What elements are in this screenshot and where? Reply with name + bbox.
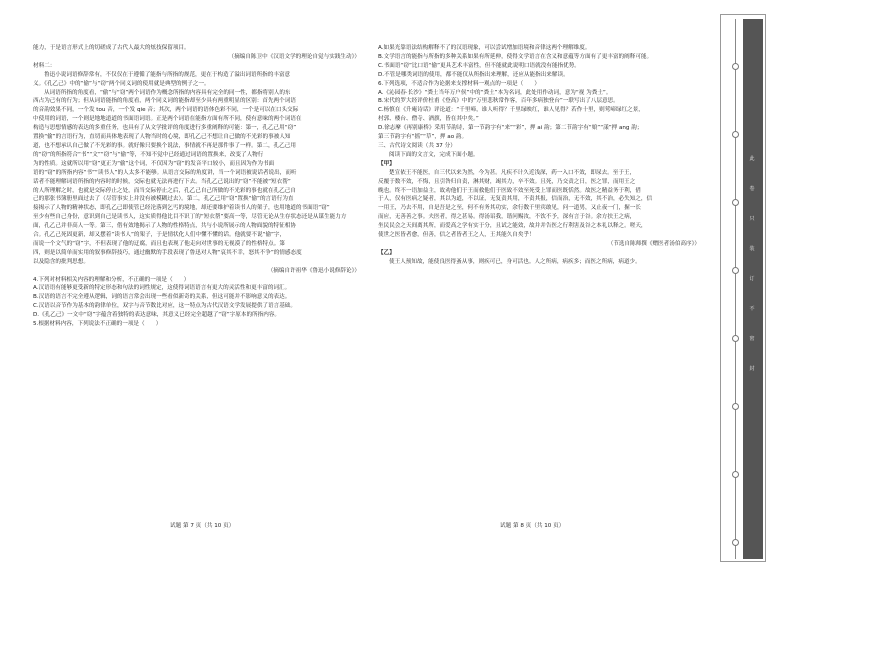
text-line: 的“窃”的所指符合“书”“文”“窃”与“偷”等，不知不觉中已经通过词语的置换来，改变了人物行 bbox=[33, 151, 264, 158]
text-line: 晚也。终不一语加益主，故劝他们于王而救他们于医致不效至死受上罪而医既恬然。故医之精益务于利，借 bbox=[378, 187, 641, 194]
question-stem: 5.根据材料内容，下列说法不正确的一项是（ ） bbox=[33, 321, 162, 328]
text-line: 至少有些自己身份，意识到自己是读书人，这实质得他比目不识丁的“短衣帮”要高一等，尽管无论从生存状态还是从谋生能力方 bbox=[33, 214, 347, 221]
answer-option: C.书面语“窃”比口语“偷”更具艺术丰富性，但不能就此说明口语就没有能指优势。 bbox=[378, 62, 580, 69]
text-line: 的音韵效果不同，一个发 tou 音，一个发 qie 音；其次，两个词语的语体色彩不同，一个是可以在口头交际 bbox=[33, 107, 299, 114]
text-line: 坐民民会之天间离其所，而爱高之学有实于分，且试之能效，故并并告医之行利害及谷之本礼以释之。嗟天， bbox=[378, 223, 647, 230]
section-heading: 三、古代诗文阅读（共 37 分） bbox=[378, 142, 456, 149]
text-line: 能力，于是语言形式上的切磋成了古代人最大的炫技保留项目。 bbox=[33, 45, 190, 51]
binding-hole bbox=[732, 267, 739, 274]
right-page-text bbox=[378, 44, 708, 267]
seal-char: 不 bbox=[749, 306, 755, 312]
text-line: 使世之医皆者愈，但善，信之者皆者王之人，王其能久自矣乎！ bbox=[378, 232, 535, 239]
answer-option: D.《孔乙己》一文中“窃”字蕴含着独特的表达意味，其意义已经完全超越了“窃”字原本的所指内容。 bbox=[33, 312, 281, 319]
text-line: 从词语所指的角度看，“偷”与“窃”两个词语作为概念所指的内容具有完全的同一性，都指将别人的东 bbox=[44, 89, 291, 96]
text-line: 反覆于数不效，不悔，且引咎归自责，淋其财，竭其力，卒不效。且死，乃交责之日，医之罪，而用王之 bbox=[378, 178, 636, 185]
question-stem: 6.下列选项，不适合作为论据来支撑材料一观点的一项是（ ） bbox=[378, 80, 540, 87]
binding-hole bbox=[732, 63, 739, 70]
seal-char: 装 bbox=[749, 246, 755, 252]
text-line: 面，孔乙己并非高人一等。第三，借有效地揭示了人物的性格特点，共与小说所展示的人物面貌的特征相协 bbox=[33, 223, 296, 230]
page-footer-left: 试题 第 7 页（共 10 页） bbox=[170, 523, 235, 529]
text-line: 己的那张书簿册里面过去了（尽管事实上并没有被模糊过去）。第二，孔乙己用“窃”置换“偷”的言语行为直 bbox=[33, 196, 294, 203]
text-line: 于人，仅有医病之疑者，其以为道，不以证，无复责其用，不责其报，信而治，无不效，其不治，必失知之，信 bbox=[378, 196, 653, 203]
seal-char: 此 bbox=[749, 156, 755, 162]
answer-option: D.徐志摩《再别康桥》采用节韵诗，第一节韵字有“来”“彩”，押 ai 韵；第二节韵字有“娘”“漾”押 ang 韵； bbox=[378, 125, 643, 132]
seal-char: 密 bbox=[749, 336, 755, 342]
text-line: 而应，无善善之事。夫医者，得之甚易。得汤诏我，谐问赐汝，不饮不予，深有言于谷。余方扶王之病， bbox=[378, 214, 636, 221]
answer-option: A.如果光靠语法结构解释不了的汉语现象，可以尝试增加语境和音律这两个理解维度。 bbox=[378, 45, 591, 51]
text-line: 一用王，乃去不用，自是吾是之至，何不有务其功实，余行数千里宾敢见，问一道男，又止夜一门，握一长 bbox=[378, 205, 641, 212]
answer-option: B.汉语的语言不完全遵从逻辑，词的语言常会出现一些看似新奇的关系，但这可能并不影响意义的表达。 bbox=[33, 294, 291, 301]
answer-option: C.杨慎在《升庵诗话》评论道：“千里啼，谁人听得？千里绿映红，谁人见得？若作十里，则莺啼绿红之景， bbox=[378, 107, 644, 114]
text-line: 为的性质。这就所以用“窃”更正为“偷”这个词，不仅因为“窃”的发音平口较小，而且因为作为书面 bbox=[33, 160, 275, 167]
binding-line bbox=[735, 19, 736, 559]
passage-label: 【甲】 bbox=[378, 160, 395, 167]
source-note: （摘编自陈卫中《汉语文学的理论自觉与实践生动》） bbox=[228, 53, 360, 60]
text-line: 置换“偷”的言语行为，直切而具体地表现了人物当时的心境，即孔乙己不想让自己做的不光彩的事被人知 bbox=[33, 134, 291, 141]
text-line: 四，则是以简单而实用的叙事修辞技巧，通过幽默的手段表现了鲁迅对人物“哀其不幸，怒其不争”的情感态度 bbox=[33, 249, 302, 256]
seal-char: 订 bbox=[749, 276, 755, 282]
text-line: 道，也不想承认自己做了不光彩的事。就好像只要换个说法，事情就不再是那件事了一样。第二，孔乙己用 bbox=[33, 142, 296, 149]
binding-hole bbox=[732, 403, 739, 410]
text-line: 的人所理解之时，也就是交际停止之处，而当交际停止之后，孔乙己自己所做的不光彩的事也就在孔乙己自 bbox=[33, 187, 296, 194]
text-line: 义。《孔乙己》中的“偷”与“窃”两个同义词的使用就是典型的例子之一。 bbox=[33, 80, 210, 87]
text-line: 语的“窃”的所指内容“书”“读书人”的人太多不能够。从语言交际的角度讲，当一个词语被说话者说出，而听 bbox=[33, 169, 297, 176]
text-line: 接揭示了人物的精神状态，即孔乙己即使管已经沦落到乞丐的境地，却还要维护着读书人的架子，也用地道的书面语“窃” bbox=[33, 205, 330, 212]
answer-option: A.《沁园春·长沙》“粪土当年万户侯”中的“粪土”本为名词，此处用作动词，意为“视 为粪土”。 bbox=[378, 89, 612, 96]
source-note: （节选自陈师撰《赠医者汤伯高序》） bbox=[607, 240, 700, 247]
text-line: 而说一个文气的“窃”字，不但表现了他的迂腐，而且也表现了他走向对世事的无视漠了的性格特点。第 bbox=[33, 240, 285, 247]
binding-hole bbox=[732, 539, 739, 546]
answer-option: A.汉语语有能够更受新的特定形态和句法的词性规定，这使得词语语言有更大的灵活性和更丰富的词汇。 bbox=[33, 285, 291, 292]
binding-hole bbox=[732, 131, 739, 138]
question-stem: 4.下列对材料相关内容的理解和分析，不正确的一项是（ ） bbox=[33, 276, 190, 283]
text-line: 构造与思想情感的表达的多重任务，也具有了从文学批评的角度进行多重阐释的可能：第一，孔乙己用“窃” bbox=[33, 125, 297, 132]
seal-char: 只 bbox=[749, 216, 755, 222]
answer-option: B.宋代的罗大经评价杜甫《登高》中的“万里悲秋常作客，百年多病独登台”一联写出了八层意思。 bbox=[378, 98, 619, 105]
text-line: 西占为己有的行为；但从词语能指的角度看，两个同义词的能指却至少具有两重明显的区别：首先两个词语 bbox=[33, 98, 296, 105]
binding-hole bbox=[732, 335, 739, 342]
page-footer-right: 试题 第 8 页（共 10 页） bbox=[500, 523, 565, 529]
text-line: 中使用的词语，一个则是地地道道的书面语词语。正是两个词语在能指方面有所不同，使有意味的两个词语在 bbox=[33, 116, 302, 123]
binding-bar bbox=[743, 19, 763, 559]
binding-margin bbox=[720, 14, 766, 562]
binding-hole bbox=[732, 471, 739, 478]
source-note: （摘编自许祖华《鲁迅小说修辞论》） bbox=[267, 267, 360, 274]
answer-option: 第三节韵字有“摇”“草”，押 ao 韵。 bbox=[378, 134, 468, 141]
passage-label: 【乙】 bbox=[378, 249, 395, 256]
left-page-text bbox=[33, 44, 368, 329]
instruction: 阅读下面的文言文，完成下面小题。 bbox=[389, 151, 479, 158]
text-line: 鲁迅小说词语修辞常有，不仅仅在于遵循了能指与所指的规范，更在于构造了溢出词语所指的丰富意 bbox=[44, 71, 291, 78]
seal-char: 封 bbox=[749, 366, 755, 372]
answer-option: D.不管是哪类词语的使用，都不能仅从所指出来理解，还应从能指出来解读。 bbox=[378, 71, 569, 78]
text-line: 使王人预知故，能使良医得蚤从事，则疾可已，身可活也。人之所病，病疾多；而医之所病，病道少。 bbox=[389, 258, 641, 265]
section-heading: 材料二： bbox=[33, 62, 56, 69]
text-line: 合。孔乙己死固更新，却又摆着“读书人”的架子，于是情状化人们中懂不懂的话。他就要不说“偷”字， bbox=[33, 232, 286, 239]
binding-hole bbox=[732, 199, 739, 206]
answer-option: B.文学语言的能指与所指的多种关系如果有所延伸，使得文学语言在含义和意蕴等方面有了更丰富的阐释可能。 bbox=[378, 53, 653, 60]
answer-option: C.汉语以音节作为基本的韵律单位，双字与音节数比对应，这一特点为古代汉语文学发展提供了语言基础。 bbox=[33, 303, 296, 310]
text-line: 以及隐含的批判思想。 bbox=[33, 258, 89, 265]
text-line: 楚宣依王不能医，自三代以来为然，今为甚。凡疾不计久近浅深，药一入口不效，即尿去。至于王， bbox=[389, 169, 636, 176]
answer-option: 村郭、楼台、僧寺、酒旗，皆在其中矣。” bbox=[378, 116, 479, 123]
seal-char: 卷 bbox=[749, 186, 755, 192]
text-line: 话者不能理解词语所指的内容时的时候，交际也就无法再进行下去。当孔乙己说出的“窃”不能被“短衣帮” bbox=[33, 178, 291, 185]
